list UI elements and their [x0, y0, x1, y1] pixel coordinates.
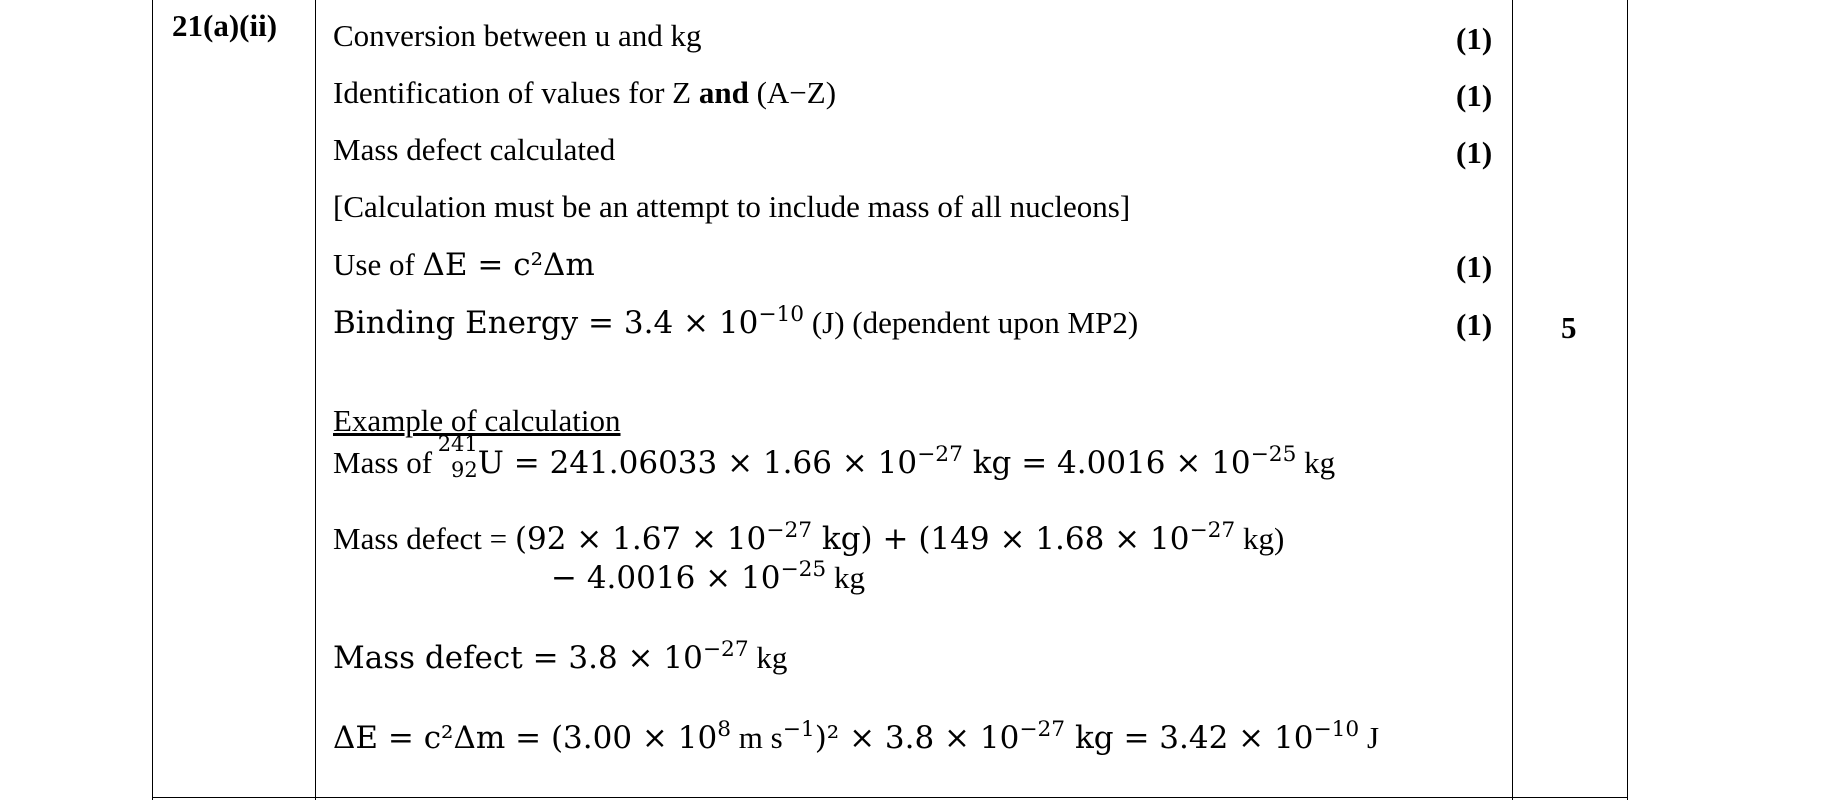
example-defect-line-1 — [333, 518, 1285, 558]
example-defect-result — [333, 637, 788, 677]
criterion-text: Identification of values for Z — [333, 75, 699, 110]
energy-expression: kg = 3.42 × 10 — [1065, 720, 1314, 756]
unit: kg — [826, 560, 865, 595]
exponent: −27 — [917, 442, 963, 468]
criterion-3-mark: (1) — [1456, 135, 1493, 170]
criterion-text: [Calculation must be an attempt to include mass of all nucleons] — [333, 189, 1131, 224]
criterion-1 — [333, 18, 701, 54]
unit: kg — [1296, 445, 1336, 480]
column-divider-marks — [1512, 0, 1513, 800]
total-marks: 5 — [1561, 310, 1577, 345]
criterion-text: Use of — [333, 247, 423, 282]
exponent: −27 — [766, 518, 813, 544]
exponent: −1 — [782, 717, 815, 743]
defect-expression: kg) + (149 × 1.68 × 10 — [812, 521, 1190, 557]
exponent: −27 — [1189, 518, 1236, 544]
formula-energy-mass: ΔE = c²Δm — [422, 247, 595, 283]
criterion-text: Mass defect calculated — [333, 132, 616, 167]
criterion-5 — [333, 302, 1139, 342]
criterion-4 — [333, 247, 595, 284]
criterion-text: (J) (dependent upon MP2) — [804, 305, 1139, 340]
column-divider-total — [1627, 0, 1628, 800]
unit: J — [1359, 720, 1380, 755]
exponent: 8 — [717, 717, 732, 743]
criterion-2 — [333, 75, 836, 111]
energy-expression: )² × 3.8 × 10 — [814, 720, 1020, 756]
exponent: −10 — [1313, 717, 1360, 743]
mass-expression: kg = 4.0016 × 10 — [962, 445, 1251, 481]
criterion-4-mark: (1) — [1456, 249, 1493, 284]
mass-number: 241 — [437, 432, 478, 456]
criterion-bold-and: and — [698, 75, 749, 110]
mass-expression: = 241.06033 × 1.66 × 10 — [503, 445, 918, 481]
exponent: −10 — [758, 302, 805, 328]
defect-expression: kg) — [1235, 521, 1285, 556]
exponent: −25 — [1250, 442, 1297, 468]
criterion-text: Conversion between u and kg — [333, 18, 702, 53]
example-mass-line — [333, 432, 1336, 482]
example-defect-line-2 — [551, 557, 865, 597]
question-number: 21(a)(ii) — [172, 8, 278, 43]
exponent: −25 — [780, 557, 827, 583]
isotope-notation — [437, 432, 478, 482]
table-bottom-rule — [152, 797, 1628, 798]
column-divider-question — [315, 0, 316, 800]
binding-energy-value: Binding Energy = 3.4 × 10 — [333, 305, 759, 341]
unit: kg — [748, 640, 788, 675]
defect-expression: − 4.0016 × 10 — [551, 560, 781, 596]
example-energy-line — [333, 717, 1380, 757]
defect-result: Mass defect = 3.8 × 10 — [333, 640, 703, 676]
exponent: −27 — [1019, 717, 1066, 743]
energy-expression: ΔE = c²Δm = (3.00 × 10 — [333, 720, 718, 756]
criterion-2-mark: (1) — [1456, 78, 1493, 113]
defect-label: Mass defect = — [333, 521, 515, 556]
criterion-5-mark: (1) — [1456, 307, 1493, 342]
criterion-3 — [333, 132, 615, 168]
defect-expression: (92 × 1.67 × 10 — [514, 521, 767, 557]
unit: m s — [731, 720, 783, 755]
table-border-left — [152, 0, 153, 800]
example-heading: Example of calculation — [333, 403, 621, 438]
isotope-symbol: U — [477, 445, 504, 481]
mass-label: Mass of — [333, 445, 440, 480]
criterion-text: (A−Z) — [748, 75, 837, 110]
atomic-number: 92 — [451, 458, 478, 482]
criterion-note — [333, 189, 1130, 225]
exponent: −27 — [702, 637, 749, 663]
criterion-1-mark: (1) — [1456, 21, 1493, 56]
